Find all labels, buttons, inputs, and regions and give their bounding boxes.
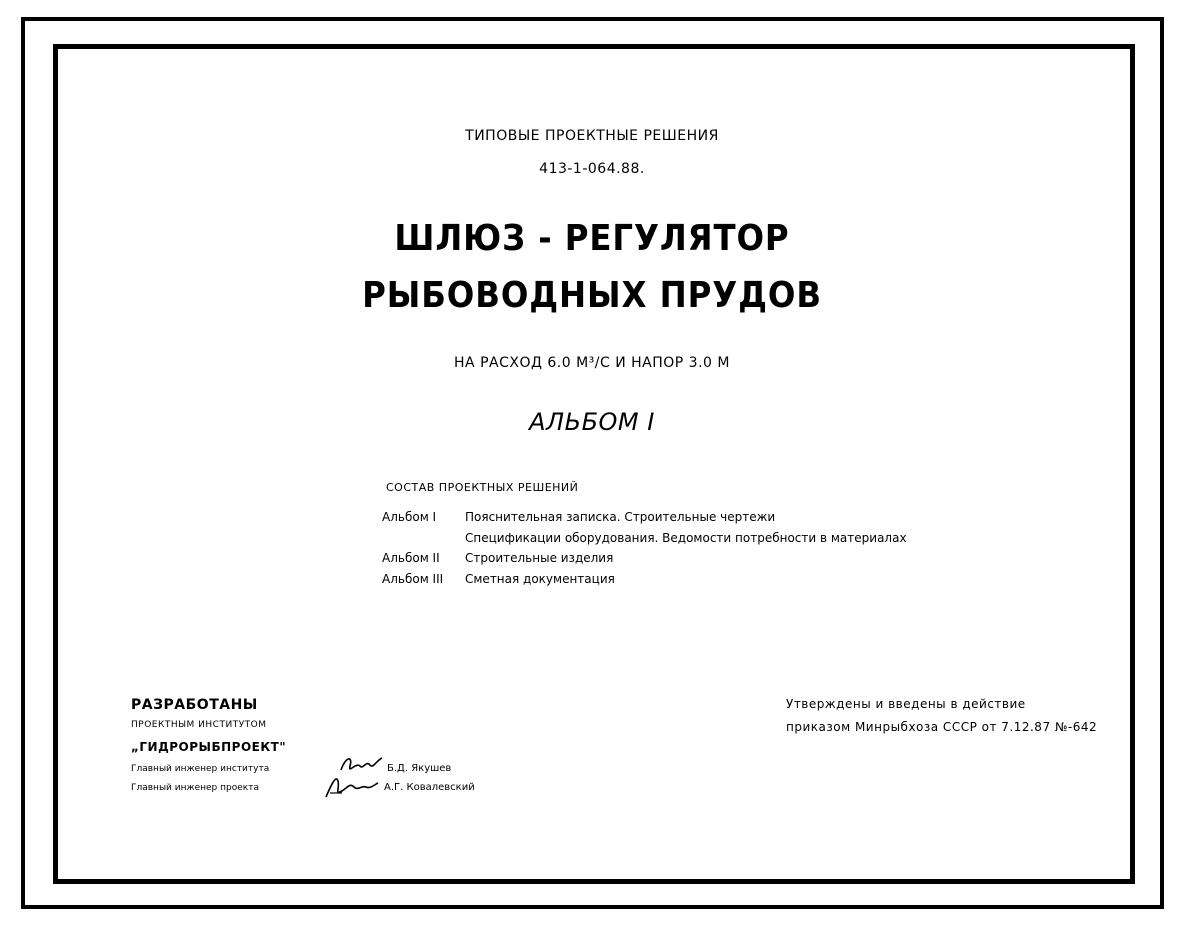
signatory-2-role: Главный инженер проекта (131, 783, 259, 793)
series-title: ТИПОВЫЕ ПРОЕКТНЫЕ РЕШЕНИЯ (465, 128, 719, 144)
developer-institute-name: „ГИДРОРЫБПРОЕКТ" (131, 740, 287, 754)
approval-line-1: Утверждены и введены в действие (786, 697, 1026, 711)
subtitle: НА РАСХОД 6.0 М³/С И НАПОР 3.0 М (454, 355, 730, 371)
contents-album-3-line-1: Сметная документация (465, 572, 615, 586)
album-label: АЛЬБОМ I (529, 408, 655, 436)
contents-album-2-line-1: Строительные изделия (465, 551, 614, 565)
approval-line-2: приказом Минрыбхоза СССР от 7.12.87 №-642 (786, 720, 1098, 734)
signatory-1-name: Б.Д. Якушев (387, 763, 452, 774)
contents-heading: СОСТАВ ПРОЕКТНЫХ РЕШЕНИЙ (386, 481, 579, 494)
contents-album-2-label: Альбом II (382, 551, 440, 565)
contents-album-1-line-2: Спецификации оборудования. Ведомости потребности в материалах (465, 531, 907, 545)
main-title-line-2: РЫБОВОДНЫХ ПРУДОВ (362, 275, 822, 316)
document-code: 413-1-064.88. (539, 161, 645, 177)
developer-institute-label: ПРОЕКТНЫМ ИНСТИТУТОМ (131, 720, 267, 730)
signature-2 (322, 773, 380, 801)
contents-album-3-label: Альбом III (382, 572, 444, 586)
signatory-1-role: Главный инженер института (131, 764, 270, 774)
contents-album-1-label: Альбом I (382, 510, 437, 524)
signatory-2-name: А.Г. Ковалевский (384, 782, 475, 793)
developer-heading: РАЗРАБОТАНЫ (131, 697, 258, 713)
contents-album-1-line-1: Пояснительная записка. Строительные чертежи (465, 510, 776, 524)
main-title-line-1: ШЛЮЗ - РЕГУЛЯТОР (394, 218, 790, 259)
